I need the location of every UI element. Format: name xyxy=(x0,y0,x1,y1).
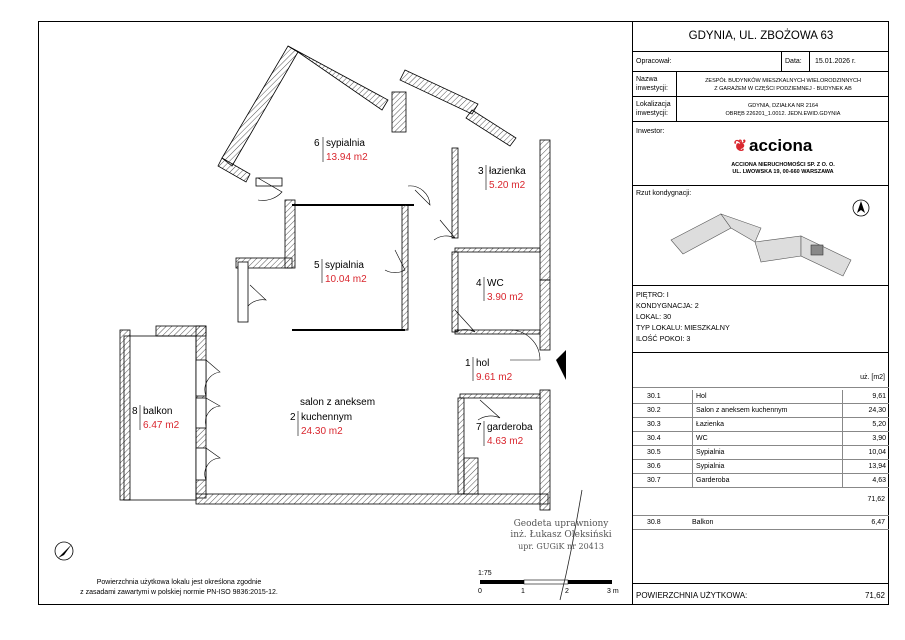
acciona-logo: ❦ acciona xyxy=(733,136,813,155)
area-cell-name: Hol xyxy=(693,390,843,404)
area-cell-name: WC xyxy=(693,432,843,446)
investor-label: Inwestor: xyxy=(636,128,665,135)
location-row xyxy=(633,97,889,122)
investment-name-2: Z GARAŻEM W CZĘŚCI PODZIEMNEJ - BUDYNEK AB xyxy=(714,86,852,92)
room-label-8 xyxy=(132,405,180,431)
svg-text:4: 4 xyxy=(476,278,482,289)
investment-row xyxy=(633,72,889,97)
stamp-line-3: upr. GUGiK nr 20413 xyxy=(518,542,604,551)
table-row xyxy=(633,446,889,460)
area-cell-no: 30.1 xyxy=(633,390,693,404)
svg-text:7: 7 xyxy=(476,422,482,433)
table-row xyxy=(633,460,889,474)
location-label-1: Lokalizacja xyxy=(636,101,671,108)
unit-floor: PIĘTRO: I xyxy=(636,290,669,299)
area-cell-no: 30.5 xyxy=(633,446,693,460)
balcony-name: Balkon xyxy=(692,519,714,526)
room-label-6 xyxy=(314,137,368,163)
svg-text:3: 3 xyxy=(478,166,484,177)
area-cell-name: Sypialnia xyxy=(693,446,843,460)
stamp-line-1: Geodeta uprawniony xyxy=(513,519,609,529)
date-label: Data: xyxy=(785,58,802,65)
note-line-1: Powierzchnia użytkowa lokalu jest określona zgodnie xyxy=(96,579,262,586)
svg-text:24.30 m2: 24.30 m2 xyxy=(301,426,343,437)
svg-text:10.04 m2: 10.04 m2 xyxy=(325,274,367,285)
title-block xyxy=(632,21,889,605)
balcony-outline xyxy=(124,336,196,500)
balcony-no: 30.8 xyxy=(647,519,661,526)
windows xyxy=(196,178,282,480)
svg-text:sypialnia: sypialnia xyxy=(326,138,365,149)
balcony-area: 6,47 xyxy=(871,519,885,526)
scale-tick-0: 0 xyxy=(478,588,482,595)
svg-text:6.47 m2: 6.47 m2 xyxy=(143,420,180,431)
area-cell-area: 10,04 xyxy=(843,446,890,460)
investment-name-1: ZESPÓŁ BUDYNKÓW MIESZKALNYCH WIELORODZINNYCH xyxy=(705,78,861,84)
svg-text:13.94 m2: 13.94 m2 xyxy=(326,152,368,163)
svg-text:hol: hol xyxy=(476,358,490,369)
svg-text:sypialnia: sypialnia xyxy=(325,260,364,271)
investor-row xyxy=(633,122,889,186)
area-cell-area: 4,63 xyxy=(843,474,890,488)
area-cell-area: 9,61 xyxy=(843,390,890,404)
area-cell-name: Łazienka xyxy=(693,418,843,432)
area-cell-no: 30.3 xyxy=(633,418,693,432)
svg-text:9.61 m2: 9.61 m2 xyxy=(476,372,513,383)
prepared-row xyxy=(633,52,889,72)
total-value: 71,62 xyxy=(864,591,885,600)
prepared-label: Opracował: xyxy=(636,58,672,65)
area-cell-name: Salon z aneksem kuchennym xyxy=(693,404,843,418)
total-label: POWIERZCHNIA UŻYTKOWA: xyxy=(636,591,748,600)
floor-view-label: Rzut kondygnacji: xyxy=(636,190,692,197)
date-value: 15.01.2026 r. xyxy=(815,58,856,65)
area-cell-no: 30.7 xyxy=(633,474,693,488)
scale-tick-2: 2 xyxy=(565,588,569,595)
svg-text:6: 6 xyxy=(314,138,320,149)
room-label-1 xyxy=(465,357,513,383)
svg-text:5: 5 xyxy=(314,260,320,271)
area-cell-no: 30.2 xyxy=(633,404,693,418)
svg-text:salon z aneksem: salon z aneksem xyxy=(300,397,376,408)
north-arrow-icon xyxy=(851,198,871,218)
location-2: OBRĘB 226201_1.0012. JEDN.EWID.GDYNIA xyxy=(725,111,841,117)
key-plan-row xyxy=(633,186,889,286)
north-arrow-icon xyxy=(55,542,73,560)
svg-text:kuchennym: kuchennym xyxy=(301,412,353,423)
unit-rooms: ILOŚĆ POKOI: 3 xyxy=(636,334,691,343)
area-unit-header: uż. [m2] xyxy=(860,374,885,381)
area-cell-area: 13,94 xyxy=(843,460,890,474)
table-row xyxy=(633,432,889,446)
table-row xyxy=(633,474,889,488)
scale-tick-3: 3 m xyxy=(607,588,619,595)
location-1: GDYNIA, DZIAŁKA NR 2164 xyxy=(748,103,818,109)
location-label-2: inwestycji: xyxy=(636,110,668,117)
svg-text:łazienka: łazienka xyxy=(489,166,526,177)
area-cell-area: 5,20 xyxy=(843,418,890,432)
area-table xyxy=(633,390,889,488)
svg-text:WC: WC xyxy=(487,278,504,289)
svg-text:balkon: balkon xyxy=(143,406,173,417)
svg-text:2: 2 xyxy=(290,412,296,423)
svg-text:8: 8 xyxy=(132,406,138,417)
room-label-3 xyxy=(478,165,526,191)
investor-name-2: UL. LWOWSKA 19, 00-660 WARSZAWA xyxy=(732,169,834,175)
project-title: GDYNIA, UL. ZBOŻOWA 63 xyxy=(688,30,834,42)
area-cell-name: Garderoba xyxy=(693,474,843,488)
unit-storey: KONDYGNACJA: 2 xyxy=(636,301,699,310)
entrance-arrow-icon xyxy=(556,350,566,380)
unit-info xyxy=(636,289,730,344)
table-row xyxy=(633,390,889,404)
area-cell-area: 3,90 xyxy=(843,432,890,446)
room-label-4 xyxy=(476,277,524,303)
investment-label-2: inwestycji: xyxy=(636,85,668,92)
title-row xyxy=(633,21,889,52)
scale-ratio: 1:75 xyxy=(478,570,492,577)
unit-number: LOKAL: 30 xyxy=(636,312,672,321)
investor-logo-text: acciona xyxy=(749,136,813,155)
key-plan-image xyxy=(661,200,861,282)
room-label-2 xyxy=(290,397,375,437)
area-note xyxy=(54,578,304,598)
investor-name-1: ACCIONA NIERUCHOMOŚCI SP. Z O. O. xyxy=(731,162,835,168)
investment-label-1: Nazwa xyxy=(636,76,658,83)
unit-type: TYP LOKALU: MIESZKALNY xyxy=(636,323,730,332)
stamp-line-2: inż. Łukasz Oleksiński xyxy=(510,530,612,540)
area-cell-name: Sypialnia xyxy=(693,460,843,474)
area-cell-no: 30.6 xyxy=(633,460,693,474)
note-line-2: z zasadami zawartymi w polskiej normie PN-ISO 9836:2015-12. xyxy=(80,589,278,596)
room-label-7 xyxy=(476,421,533,447)
svg-text:1: 1 xyxy=(465,358,471,369)
area-cell-no: 30.4 xyxy=(633,432,693,446)
area-subtotal: 71,62 xyxy=(867,496,885,503)
scale-bar xyxy=(480,580,612,584)
svg-text:garderoba: garderoba xyxy=(487,422,533,433)
surveyor-stamp xyxy=(497,519,625,552)
table-row xyxy=(633,404,889,418)
svg-text:5.20 m2: 5.20 m2 xyxy=(489,180,526,191)
scale-tick-1: 1 xyxy=(521,588,525,595)
room-label-5 xyxy=(314,259,367,285)
svg-text:3.90 m2: 3.90 m2 xyxy=(487,292,524,303)
table-row xyxy=(633,418,889,432)
svg-text:4.63 m2: 4.63 m2 xyxy=(487,436,524,447)
area-cell-area: 24,30 xyxy=(843,404,890,418)
